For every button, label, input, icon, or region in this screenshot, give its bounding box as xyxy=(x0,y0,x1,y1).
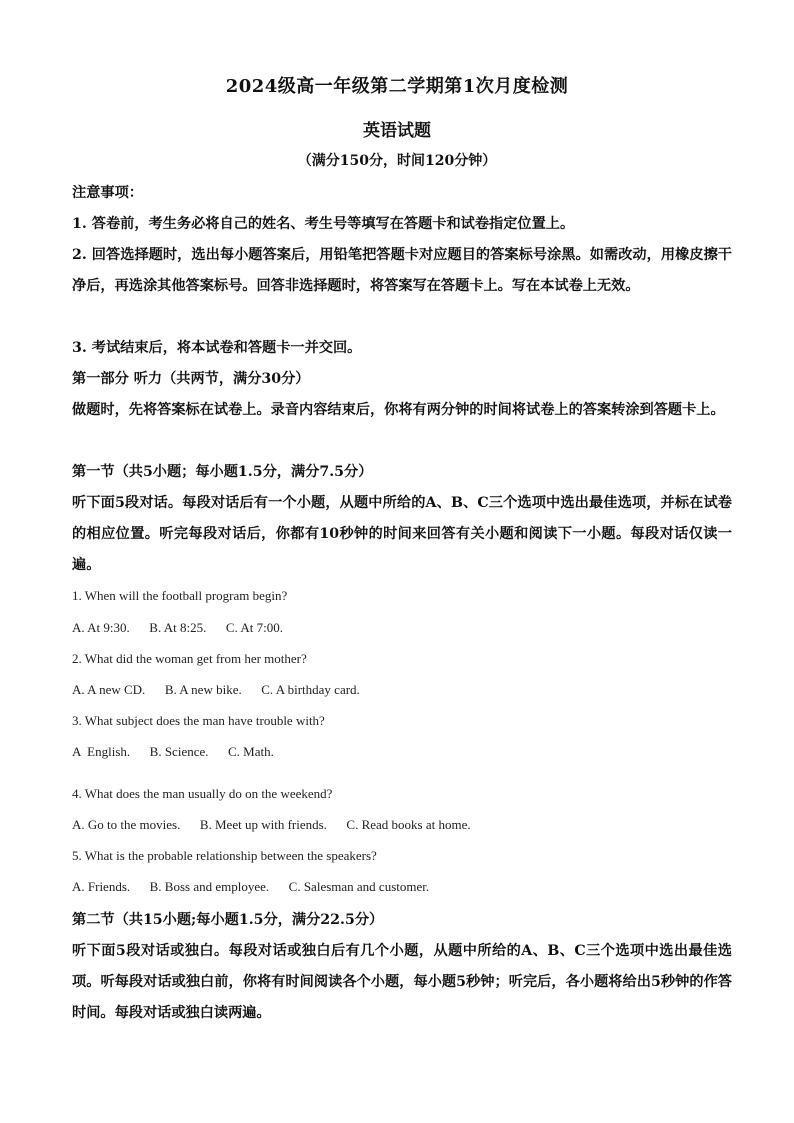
section2-instructions: 听下面5段对话或独白。每段对话或独白后有几个小题，从题中所给的A、B、C三个选项中选出最佳选项。听每段对话或独白前，你将有时间阅读各个小题，每小题5秒钟；听完后，各小题将给出5秒钟的作答时间。每段对话或独白读两遍。 xyxy=(72,943,732,1021)
question-4-options xyxy=(72,815,732,835)
option-a: A. Friends. xyxy=(72,879,131,894)
question-2-options xyxy=(72,680,732,700)
question-2-stem: 2. What did the woman get from her mother? xyxy=(72,651,307,666)
option-b: B. At 8:25. xyxy=(149,620,207,635)
part1-heading: 第一部分 听力（共两节，满分30分） xyxy=(72,371,310,387)
option-c: C. Read books at home. xyxy=(346,817,471,832)
notes-item-1: 1. 答卷前，考生务必将自己的姓名、考生号等填写在答题卡和试卷指定位置上。 xyxy=(72,216,575,232)
section2-heading: 第二节（共15小题;每小题1.5分，满分22.5分） xyxy=(72,912,384,928)
option-c: C. Salesman and customer. xyxy=(288,879,430,894)
option-a: A English. xyxy=(72,744,131,759)
score-time-note: （满分150分，时间120分钟） xyxy=(297,153,497,169)
section1-instructions: 听下面5段对话。每段对话后有一个小题，从题中所给的A、B、C三个选项中选出最佳选项，并标在试卷的相应位置。听完每段对话后，你都有10秒钟的时间来回答有关小题和阅读下一小题。每段对话仅读一遍。 xyxy=(72,495,732,573)
option-a: A. At 9:30. xyxy=(72,620,130,635)
option-a: A. A new CD. xyxy=(72,682,146,697)
option-b: B. Boss and employee. xyxy=(149,879,270,894)
notes-heading: 注意事项： xyxy=(72,185,143,201)
question-5-stem: 5. What is the probable relationship between the speakers? xyxy=(72,848,377,863)
question-3-options xyxy=(72,742,732,762)
question-1-options xyxy=(72,618,732,638)
exam-title: 2024级高一年级第二学期第1次月度检测 xyxy=(225,76,569,97)
question-1-stem: 1. When will the football program begin? xyxy=(72,588,288,603)
exam-subject: 英语试题 xyxy=(363,121,431,141)
option-b: B. Science. xyxy=(149,744,209,759)
option-b: B. A new bike. xyxy=(164,682,242,697)
question-3-stem: 3. What subject does the man have trouble with? xyxy=(72,713,325,728)
option-a: A. Go to the movies. xyxy=(72,817,181,832)
section1-heading: 第一节（共5小题；每小题1.5分，满分7.5分） xyxy=(72,464,373,480)
part1-instructions: 做题时，先将答案标在试卷上。录音内容结束后，你将有两分钟的时间将试卷上的答案转涂到答题卡上。 xyxy=(72,402,725,418)
question-4-stem: 4. What does the man usually do on the weekend? xyxy=(72,786,333,801)
option-c: C. A birthday card. xyxy=(261,682,360,697)
notes-item-2: 2. 回答选择题时，选出每小题答案后，用铅笔把答题卡对应题目的答案标号涂黑。如需改动，用橡皮擦干净后，再选涂其他答案标号。回答非选择题时，将答案写在答题卡上。写在本试卷上无效。 xyxy=(72,247,732,294)
option-c: C. Math. xyxy=(228,744,274,759)
option-c: C. At 7:00. xyxy=(225,620,283,635)
question-5-options xyxy=(72,877,732,897)
notes-item-3: 3. 考试结束后，将本试卷和答题卡一并交回。 xyxy=(72,340,362,356)
option-b: B. Meet up with friends. xyxy=(199,817,327,832)
